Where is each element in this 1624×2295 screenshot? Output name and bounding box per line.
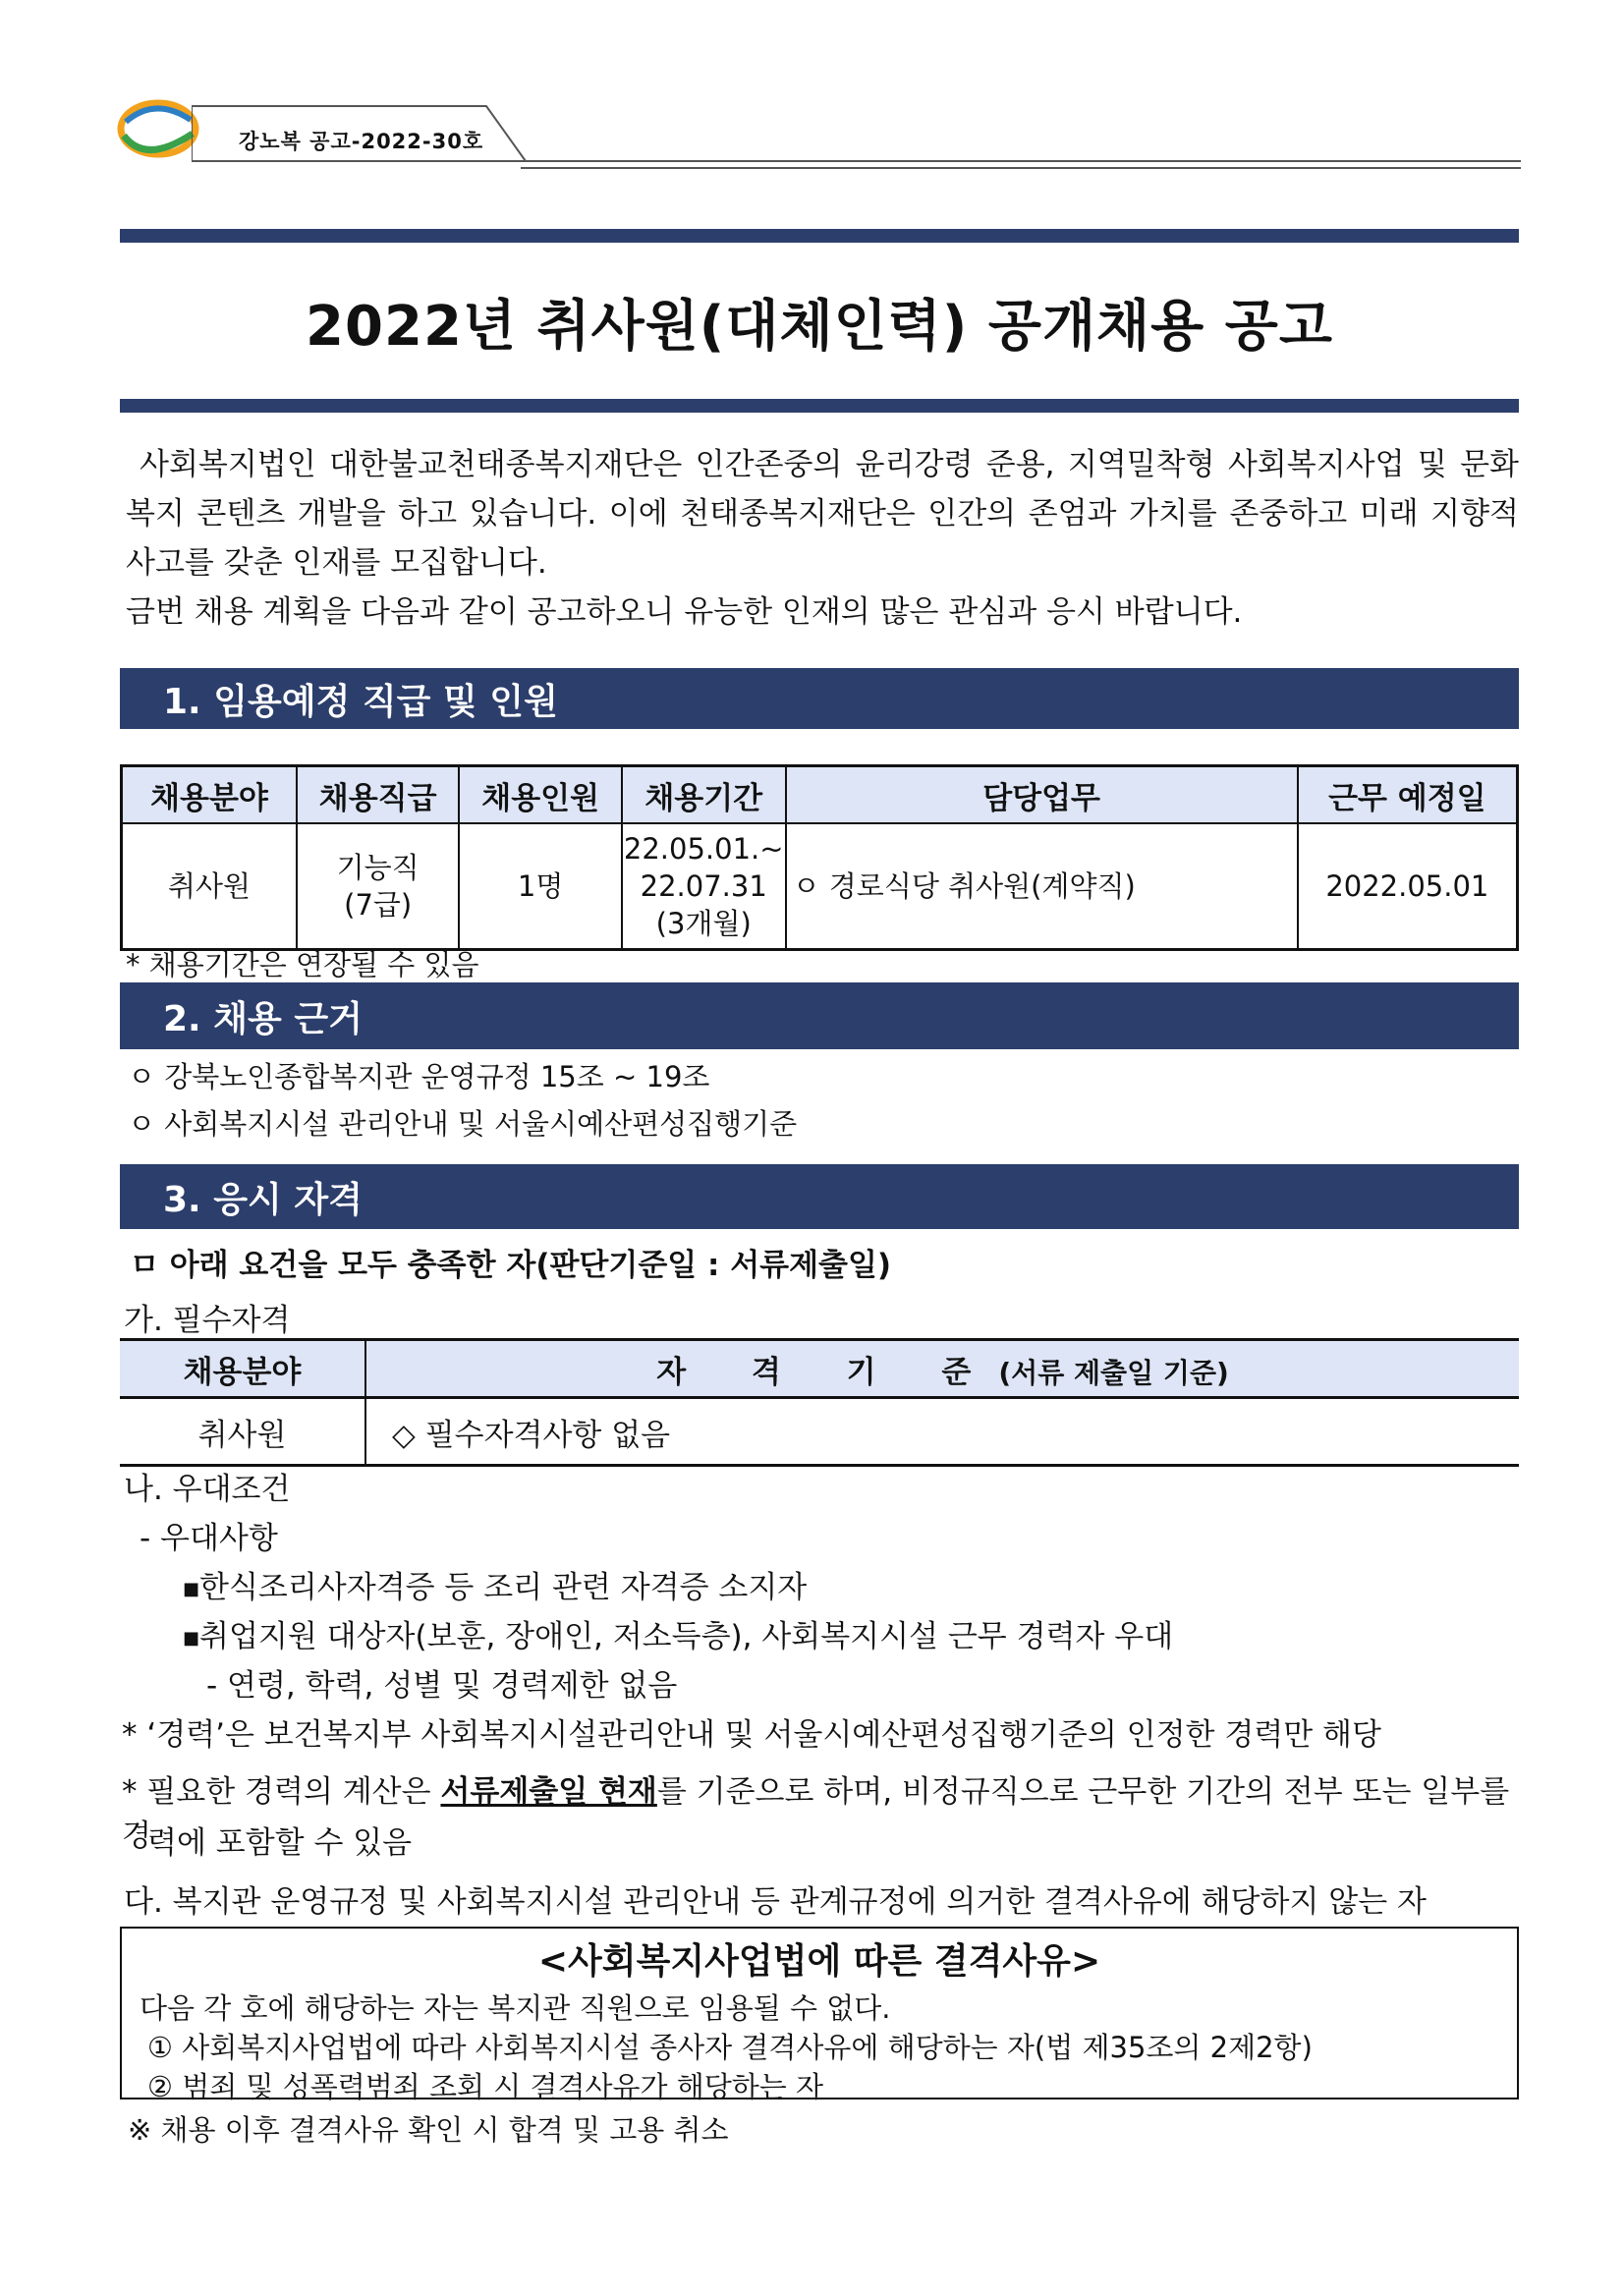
square-bullet-icon: ■ [183,1579,200,1599]
square-bullet-icon: ■ [183,1628,200,1649]
table-header-row [120,1340,1519,1398]
column-header: 채용기간 [622,766,786,824]
notice-number: 강노복 공고-2022-30호 [239,130,484,153]
cell-grade [297,823,460,950]
subsection-na: 나. 우대조건 [124,1472,291,1507]
table-row [122,823,1518,950]
cell-duty: ㅇ 경로식당 취사원(계약직) [786,823,1298,950]
column-header: 담당업무 [786,766,1298,824]
disqualification-title: <사회복지사업법에 따른 결격사유> [537,1941,1101,1982]
cell-criteria: ◇ 필수자격사항 없음 [392,1417,671,1453]
basis-item: ㅇ 사회복지시설 관리안내 및 서울시예산편성집행기준 [128,1107,798,1141]
requirement-statement: ㅁ 아래 요건을 모두 충족한 자(판단기준일 : 서류제출일) [130,1248,892,1283]
preference-bullet [183,1562,807,1606]
appointment-table [120,764,1519,951]
cell-field: 취사원 [120,1398,365,1466]
career-calc-continued: 력에 포함할 수 있음 [147,1825,413,1861]
column-header: 채용인원 [459,766,621,824]
cell-field: 취사원 [122,823,297,950]
page-title: 2022년 취사원(대체인력) 공개채용 공고 [306,295,1333,359]
intro-paragraph: 금번 채용 계획을 다음과 같이 공고하오니 유능한 인재의 많은 관심과 응시 바랍니다. [126,594,1243,630]
column-header: 채용분야 [120,1340,365,1398]
cell-grade-line: 기능직 [336,851,420,884]
column-header: 근무 예정일 [1298,766,1518,824]
disqualification-line: ① 사회복지사업법에 따라 사회복지시설 종사자 결격사유에 해당하는 자(법 제35조의 2제2항) [147,2031,1313,2064]
title-top-bar [120,229,1519,243]
preference-text: 한식조리사자격증 등 조리 관련 자격증 소지자 [199,1570,808,1605]
title-bottom-bar [120,399,1519,413]
column-header [365,1340,1519,1398]
career-calc-emphasis: 서류제출일 현재 [440,1774,657,1810]
header-rule-secondary [521,167,1521,169]
column-header: 채용직급 [297,766,460,824]
header-rule [192,160,1521,162]
section1-heading: 1. 임용예정 직급 및 인원 [120,668,1519,729]
cell-period-line: (3개월) [655,907,752,940]
subsection-ga: 가. 필수자격 [124,1303,291,1338]
basis-item: ㅇ 강북노인종합복지관 운영규정 15조 ~ 19조 [128,1060,710,1093]
career-note: * ‘경력’은 보건복지부 사회복지시설관리안내 및 서울시예산편성집행기준의 인정한 경력만 해당 [122,1717,1381,1753]
column-header: 채용분야 [122,766,297,824]
cell-start-date: 2022.05.01 [1298,823,1518,950]
preference-heading: - 우대사항 [140,1521,278,1556]
intro-paragraph: 사회복지법인 대한불교천태종복지재단은 인간존중의 윤리강령 준용, 지역밀착형 사회복지사업 및 문화복지 콘텐츠 개발을 하고 있습니다. 이에 천태종복지재단은 인간의 존엄과 가치를 존중하고 미래 지향적 사고를 갖춘 인재를 모집합니다. [126,447,1519,581]
section2-heading: 2. 채용 근거 [120,982,1519,1049]
cancellation-note: ※ 채용 이후 결격사유 확인 시 합격 및 고용 취소 [128,2113,729,2147]
disqualification-line: ② 범죄 및 성폭력범죄 조회 시 결격사유가 해당하는 자 [147,2070,824,2103]
intro-text [126,440,1519,637]
cell-period-line: 22.07.31 [640,869,767,903]
organization-logo [116,96,200,161]
preference-text: 취업지원 대상자(보훈, 장애인, 저소득층), 사회복지시설 근무 경력자 우대 [199,1619,1174,1654]
preference-bullet [183,1611,1173,1655]
cell-period-line: 22.05.01.~ [623,832,784,866]
restriction-note: - 연령, 학력, 성별 및 경력제한 없음 [206,1668,678,1704]
criteria-header-main: 자 격 기 준 [656,1354,999,1390]
career-calc-text: 를 기준으로 하며, 비정규직으로 근무한 기간의 전부 또는 일부를 경 [122,1774,1510,1854]
cell-grade-line: (7급) [344,888,413,922]
cell-count: 1명 [459,823,621,950]
period-note: * 채용기간은 연장될 수 있음 [126,948,479,981]
subsection-da: 다. 복지관 운영규정 및 사회복지시설 관리안내 등 관계규정에 의거한 결격사유에 해당하지 않는 자 [124,1884,1427,1920]
table-row [120,1398,1519,1466]
section3-heading: 3. 응시 자격 [120,1164,1519,1229]
disqualification-line: 다음 각 호에 해당하는 자는 복지관 직원으로 임용될 수 없다. [140,1991,891,2025]
cell-period [622,823,786,950]
criteria-header-sub: (서류 제출일 기준) [998,1356,1229,1389]
qualification-table [120,1338,1519,1467]
career-calc-text: * 필요한 경력의 계산은 [122,1774,441,1810]
table-header-row [122,766,1518,824]
